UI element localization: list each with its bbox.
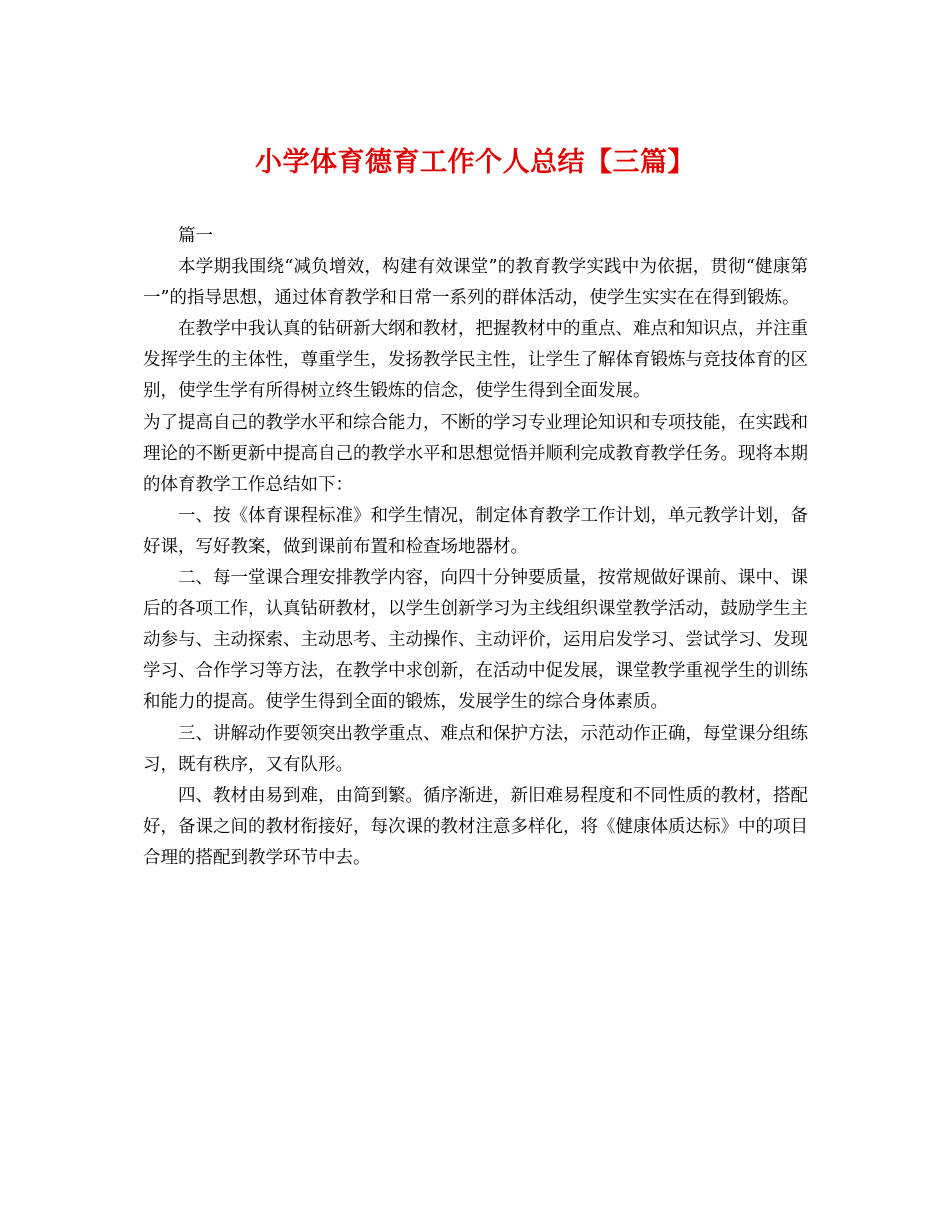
document-body <box>143 221 808 874</box>
paragraph: 一、按《体育课程标准》和学生情况，制定体育教学工作计划，单元教学计划，备好课，写好教案，做到课前布置和检查场地器材。 <box>143 505 808 557</box>
paragraph: 四、教材由易到难，由简到繁。循序渐进，新旧难易程度和不同性质的教材，搭配好，备课之间的教材衔接好，每次课的教材注意多样化，将《健康体质达标》中的项目合理的搭配到教学环节中去。 <box>143 785 808 868</box>
paragraph: 二、每一堂课合理安排教学内容，向四十分钟要质量，按常规做好课前、课中、课后的各项工作，认真钻研教材，以学生创新学习为主线组织课堂教学活动，鼓励学生主动参与、主动探索、主动思考、主动操作、主动评价，运用启发学习、尝试学习、发现学习、合作学习等方法，在教学中求创新，在活动中促发展，课堂教学重视学生的训练和能力的提高。使学生得到全面的锻炼，发展学生的综合身体素质。 <box>143 568 808 713</box>
paragraph: 本学期我围绕“减负增效，构建有效课堂”的教育教学实践中为依据，贯彻“健康第一”的指导思想，通过体育教学和日常一系列的群体活动，使学生实实在在得到锻炼。 <box>143 257 808 309</box>
section-label: 篇一 <box>178 226 213 246</box>
paragraph: 为了提高自己的教学水平和综合能力，不断的学习专业理论知识和专项技能，在实践和理论的不断更新中提高自己的教学水平和思想觉悟并顺利完成教育教学任务。现将本期的体育教学工作总结如下： <box>143 412 808 495</box>
document-title: 小学体育德育工作个人总结【三篇】 <box>255 147 695 178</box>
paragraph: 三、讲解动作要领突出教学重点、难点和保护方法，示范动作正确，每堂课分组练习，既有秩序，又有队形。 <box>143 723 808 775</box>
paragraph: 在教学中我认真的钻研新大纲和教材，把握教材中的重点、难点和知识点，并注重发挥学生的主体性，尊重学生，发扬教学民主性，让学生了解体育锻炼与竞技体育的区别，使学生学有所得树立终生锻炼的信念，使学生得到全面发展。 <box>143 319 808 402</box>
